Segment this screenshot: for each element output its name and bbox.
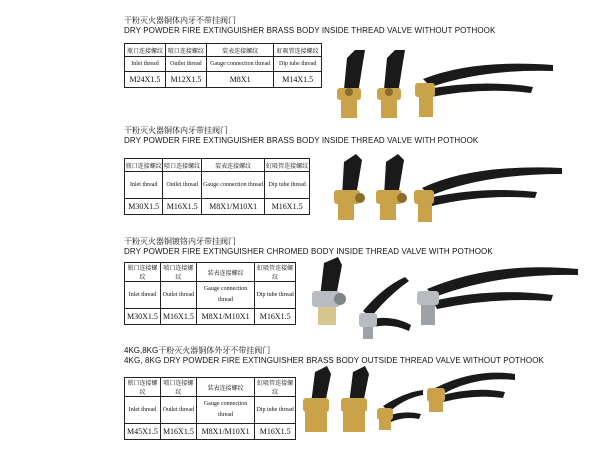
valve-photos bbox=[320, 148, 585, 228]
spec-table bbox=[124, 43, 322, 88]
header-en: Outlet thread bbox=[160, 282, 196, 309]
valve-image-3 bbox=[415, 64, 553, 117]
value-cell: M16X1.5 bbox=[160, 309, 196, 325]
value-cell: M16X1.5 bbox=[265, 199, 310, 215]
section-3 bbox=[0, 225, 600, 340]
valve-photos bbox=[295, 364, 585, 444]
value-cell: M8X1/M10X1 bbox=[196, 424, 254, 440]
value-cell: M8X1/M10X1 bbox=[196, 309, 254, 325]
spec-table bbox=[124, 262, 296, 325]
valve-image-1 bbox=[303, 366, 331, 432]
header-cn: 瓶口连接螺纹 bbox=[125, 159, 163, 172]
header-cn: 虹吸管连接螺纹 bbox=[265, 159, 310, 172]
valve-image-2 bbox=[377, 50, 405, 118]
header-en: Dip tube thread bbox=[255, 397, 296, 424]
value-cell: M16X1.5 bbox=[163, 199, 201, 215]
valve-image-3 bbox=[377, 390, 423, 430]
header-en: Dip tube thread bbox=[255, 282, 296, 309]
header-cn: 虹吸管连接螺纹 bbox=[274, 44, 322, 57]
section-2 bbox=[0, 110, 600, 225]
valve-photos bbox=[305, 255, 585, 340]
header-en: Dip tube thread bbox=[274, 57, 322, 72]
section-title-en: DRY POWDER FIRE EXTINGUISHER BRASS BODY INSIDE THREAD VALVE WITH POTHOOK bbox=[124, 136, 479, 145]
value-cell: M30X1.5 bbox=[125, 309, 161, 325]
valve-image-1 bbox=[334, 154, 365, 220]
header-en: Gauge connection thread bbox=[196, 397, 254, 424]
value-cell: M12X1.5 bbox=[165, 72, 206, 88]
header-cn: 喷口连接螺纹 bbox=[160, 378, 196, 397]
section-title-cn: 干粉灭火器铜体内牙带挂阀门 bbox=[124, 126, 228, 135]
header-cn: 瓶口连接螺纹 bbox=[125, 44, 166, 57]
section-title-cn: 4KG,8KG干粉灭火器铜体外牙不带挂阀门 bbox=[124, 346, 271, 355]
valve-image-2 bbox=[359, 277, 411, 339]
header-cn: 喷口连接螺纹 bbox=[163, 159, 201, 172]
header-cn: 虹吸管连接螺纹 bbox=[255, 263, 296, 282]
header-en: Dip tube thread bbox=[265, 172, 310, 199]
header-en: Gauge connection thread bbox=[196, 282, 254, 309]
section-title-cn: 干粉灭火器铜镀铬内牙带挂阀门 bbox=[124, 237, 236, 246]
header-cn: 装表连接螺纹 bbox=[206, 44, 273, 57]
section-4 bbox=[0, 340, 600, 450]
header-cn: 瓶口连接螺纹 bbox=[125, 263, 161, 282]
value-cell: M16X1.5 bbox=[255, 424, 296, 440]
valve-image-1 bbox=[312, 257, 346, 325]
valve-image-2 bbox=[341, 366, 369, 432]
section-title-cn: 干粉灭火器铜体内牙不带挂阀门 bbox=[124, 16, 236, 25]
header-en: Inlet thread bbox=[125, 57, 166, 72]
header-en: Gauge connection thread bbox=[201, 172, 264, 199]
value-cell: M8X1/M10X1 bbox=[201, 199, 264, 215]
header-en: Inlet thread bbox=[125, 397, 161, 424]
header-en: Outlet thread bbox=[163, 172, 201, 199]
header-cn: 装表连接螺纹 bbox=[201, 159, 264, 172]
header-cn: 装表连接螺纹 bbox=[196, 263, 254, 282]
header-en: Inlet thread bbox=[125, 172, 163, 199]
valve-image-4 bbox=[427, 373, 515, 412]
header-cn: 瓶口连接螺纹 bbox=[125, 378, 161, 397]
header-en: Outlet thread bbox=[160, 397, 196, 424]
header-cn: 虹吸管连接螺纹 bbox=[255, 378, 296, 397]
value-cell: M14X1.5 bbox=[274, 72, 322, 88]
section-title-en: DRY POWDER FIRE EXTINGUISHER BRASS BODY INSIDE THREAD VALVE WITHOUT POTHOOK bbox=[124, 26, 496, 35]
section-title-en: DRY POWDER FIRE EXTINGUISHER CHROMED BODY INSIDE THREAD VALVE WITH POTHOOK bbox=[124, 247, 493, 256]
header-en: Inlet thread bbox=[125, 282, 161, 309]
valve-image-2 bbox=[376, 154, 407, 220]
value-cell: M16X1.5 bbox=[160, 424, 196, 440]
value-cell: M30X1.5 bbox=[125, 199, 163, 215]
header-en: Gauge connection thread bbox=[206, 57, 273, 72]
valve-image-3 bbox=[414, 167, 562, 222]
header-en: Outlet thread bbox=[165, 57, 206, 72]
value-cell: M8X1 bbox=[206, 72, 273, 88]
value-cell: M16X1.5 bbox=[255, 309, 296, 325]
value-cell: M24X1.5 bbox=[125, 72, 166, 88]
header-cn: 装表连接螺纹 bbox=[196, 378, 254, 397]
spec-table bbox=[124, 377, 296, 440]
value-cell: M45X1.5 bbox=[125, 424, 161, 440]
spec-table bbox=[124, 158, 310, 215]
valve-image-1 bbox=[337, 50, 365, 118]
valve-image-3 bbox=[417, 267, 578, 325]
section-title-en: 4KG, 8KG DRY POWDER FIRE EXTINGUISHER BRASS BODY OUTSIDE THREAD VALVE WITHOUT POTHOOK bbox=[124, 356, 544, 365]
header-cn: 喷口连接螺纹 bbox=[160, 263, 196, 282]
section-1 bbox=[0, 0, 600, 110]
header-cn: 喷口连接螺纹 bbox=[165, 44, 206, 57]
